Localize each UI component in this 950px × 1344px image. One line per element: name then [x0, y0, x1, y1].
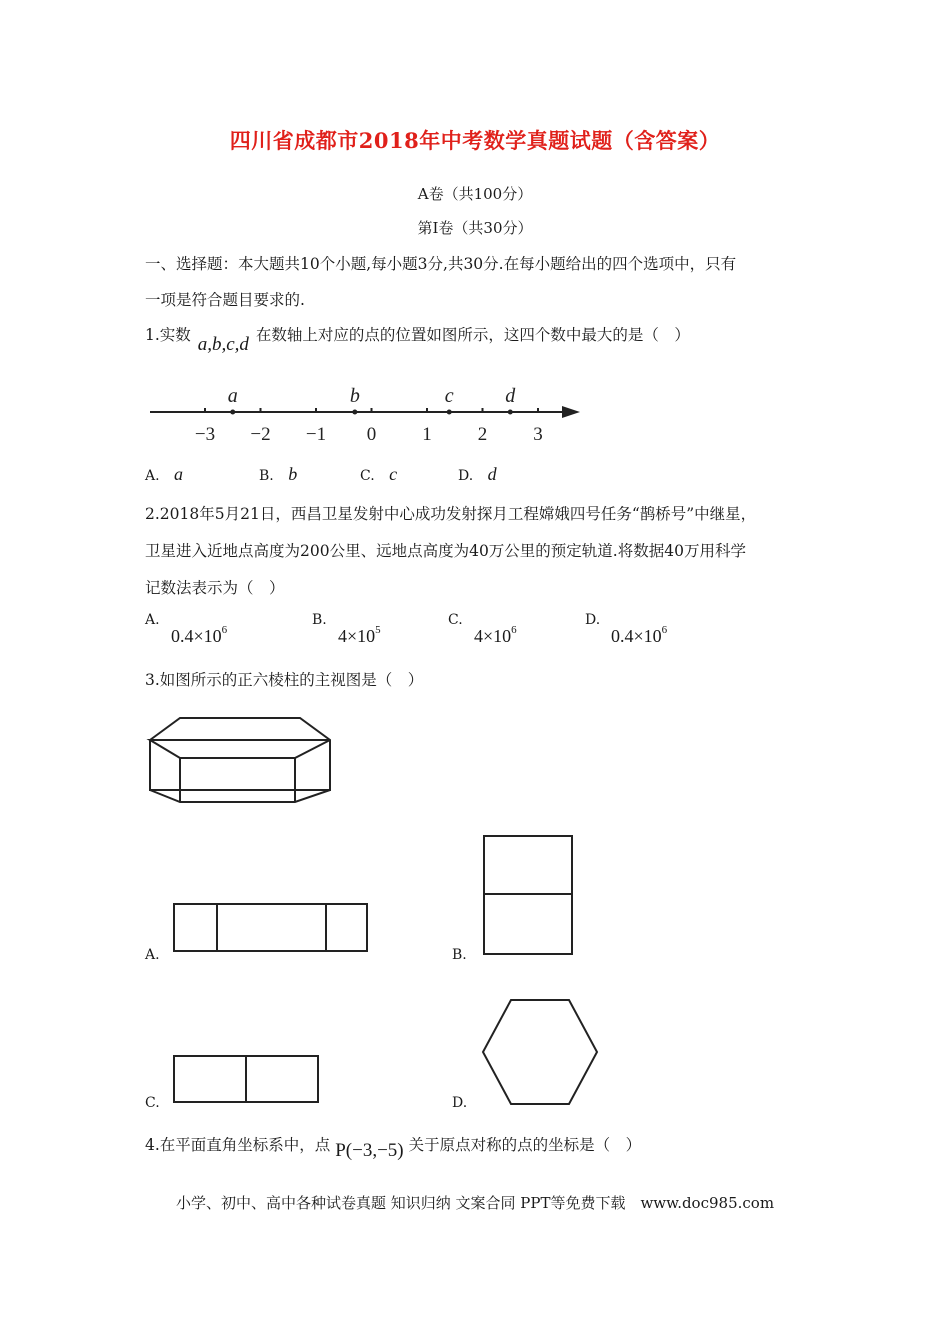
- number-line-tick-label: −3: [194, 424, 216, 445]
- document-title: 四川省成都市2018年中考数学真题试题（含答案）: [229, 128, 721, 153]
- q1-option-c[interactable]: [360, 464, 397, 485]
- question-4-point: P(−3,−5): [335, 1140, 404, 1161]
- q2-option-b[interactable]: [312, 612, 381, 647]
- q3-option-b[interactable]: B.: [452, 947, 467, 963]
- number-line-point-label-a: a: [227, 385, 238, 407]
- number-line-point-c: [447, 410, 452, 415]
- q2-option-c-value: $4\times 10^6$: [474, 624, 517, 646]
- number-line-tick-label: 0: [366, 424, 377, 445]
- q2-option-d-letter: D.: [585, 612, 601, 628]
- q1-option-b-letter: B.: [259, 468, 274, 484]
- q3-option-d[interactable]: D.: [452, 1095, 468, 1111]
- question-4: [145, 1133, 642, 1161]
- option-d-figure: [478, 996, 602, 1108]
- question-4-suffix: 关于原点对称的点的坐标是（ ）: [408, 1136, 642, 1154]
- number-line-point-a: [230, 410, 235, 415]
- number-line-point-label-c: c: [444, 385, 454, 407]
- q2-option-b-value: $4\times 10^5$: [338, 624, 381, 646]
- question-1: [145, 323, 690, 355]
- number-line-point-label-b: b: [349, 385, 360, 407]
- option-b-figure: [480, 832, 578, 958]
- q1-option-c-letter: C.: [360, 468, 375, 484]
- number-line-point-d: [508, 410, 513, 415]
- number-line-tick-label: −2: [250, 424, 271, 445]
- q1-option-c-value: c: [389, 464, 398, 484]
- number-line-tick-label: 2: [477, 424, 488, 445]
- section-a-heading: A卷（共100分）: [417, 185, 533, 203]
- q1-option-b[interactable]: [259, 464, 297, 485]
- q1-option-a[interactable]: [145, 464, 183, 485]
- q2-option-d[interactable]: [585, 612, 667, 647]
- number-line-point-b: [352, 410, 357, 415]
- hexagon-shape: [483, 1000, 597, 1104]
- instructions-line-2: 一项是符合题目要求的.: [145, 291, 305, 309]
- hexagonal-prism-figure: [140, 700, 340, 810]
- question-1-variables: a,b,c,d: [197, 334, 249, 355]
- question-4-prefix: 4.在平面直角坐标系中，点: [145, 1136, 331, 1154]
- q2-option-d-value: $0.4\times 10^6$: [611, 624, 668, 646]
- q1-option-b-value: b: [288, 464, 298, 484]
- question-1-prefix: 1.实数: [145, 326, 191, 344]
- prism-bottom-edges: [150, 790, 330, 802]
- q1-option-d[interactable]: [458, 464, 497, 485]
- number-line-figure: [140, 378, 600, 448]
- question-2-line-1: 2.2018年5月21日，西昌卫星发射中心成功发射探月工程嫦娥四号任务“鹊桥号”中继星，: [145, 505, 757, 523]
- number-line-tick-label: 3: [533, 424, 543, 445]
- option-a-figure: [170, 900, 375, 956]
- q3-option-c[interactable]: C.: [145, 1095, 160, 1111]
- q2-option-a-value: $0.4\times 10^6$: [171, 624, 228, 646]
- q2-option-a-letter: A.: [145, 612, 160, 628]
- prism-top-edges: [150, 740, 330, 758]
- question-1-suffix: 在数轴上对应的点的位置如图所示，这四个数中最大的是（ ）: [255, 326, 690, 344]
- number-line-tick-label: −1: [305, 424, 327, 445]
- q2-option-b-letter: B.: [312, 612, 327, 628]
- instructions-line-1: 一、选择题：本大题共10个小题,每小题3分,共30分.在每小题给出的四个选项中，只有: [145, 255, 737, 273]
- q2-option-c[interactable]: [448, 612, 517, 647]
- q1-option-d-value: d: [487, 464, 497, 484]
- number-line-point-label-d: d: [505, 385, 516, 407]
- q2-option-c-letter: C.: [448, 612, 463, 628]
- q1-option-d-letter: D.: [458, 468, 474, 484]
- q3-option-a[interactable]: A.: [145, 947, 160, 963]
- q1-option-a-value: a: [174, 464, 184, 484]
- number-line-arrow: [562, 406, 580, 418]
- q2-option-a[interactable]: [145, 612, 227, 647]
- question-2-line-2: 卫星进入近地点高度为200公里、远地点高度为40万公里的预定轨道.将数据40万用科学: [145, 542, 746, 560]
- question-3: 3.如图所示的正六棱柱的主视图是（ ）: [145, 671, 424, 689]
- option-c-figure: [170, 1052, 322, 1106]
- question-2-line-3: 记数法表示为（ ）: [145, 579, 285, 597]
- section-1-heading: 第Ⅰ卷（共30分）: [417, 219, 533, 237]
- footer-text: 小学、初中、高中各种试卷真题 知识归纳 文案合同 PPT等免费下载 www.doc985.com: [175, 1194, 775, 1212]
- number-line-tick-label: 1: [422, 424, 432, 445]
- q1-option-a-letter: A.: [145, 468, 160, 484]
